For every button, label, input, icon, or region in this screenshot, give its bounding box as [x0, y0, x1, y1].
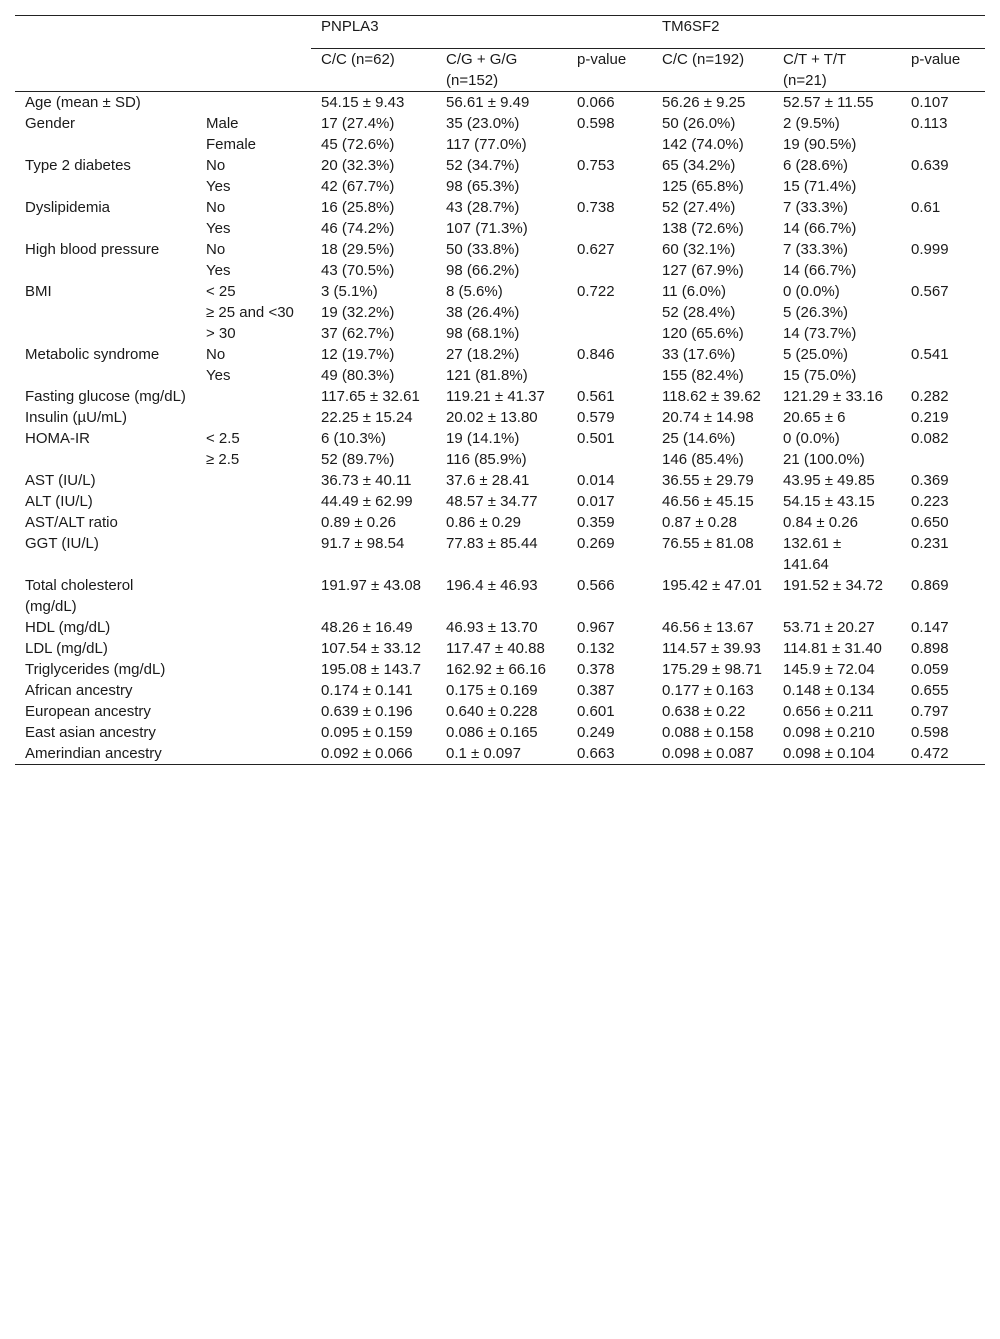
row-variable: GGT (IU/L) [25, 535, 99, 552]
table-cell: 0.846 [577, 346, 615, 363]
row-variable: HOMA-IR [25, 430, 90, 447]
table-row [15, 743, 985, 765]
table-cell: 36.73 ± 40.11 [321, 472, 412, 489]
table-row [15, 407, 985, 428]
table-cell: 191.97 ± 43.08 [321, 577, 421, 594]
row-category: No [206, 199, 226, 216]
table-cell: 37.6 ± 28.41 [446, 472, 530, 489]
table-cell: 0.147 [911, 619, 949, 636]
column-header: p-value [567, 49, 652, 92]
table-cell: 25 (14.6%) [662, 430, 736, 447]
table-cell: 0.174 ± 0.141 [321, 682, 413, 699]
table-cell: 0.639 [911, 157, 949, 174]
table-cell: 117 (77.0%) [446, 136, 527, 153]
table-cell: 19 (90.5%) [783, 136, 857, 153]
table-row [15, 239, 985, 260]
table-cell: 0.148 ± 0.134 [783, 682, 875, 699]
table-cell: 0.797 [911, 703, 949, 720]
row-variable [15, 134, 196, 155]
row-category [196, 722, 311, 743]
row-variable: Total cholesterol (mg/dL) [25, 577, 134, 615]
table-cell: 0.638 ± 0.22 [662, 703, 746, 720]
row-variable [15, 176, 196, 197]
table-cell: 0.359 [577, 514, 615, 531]
table-cell: 0.223 [911, 493, 949, 510]
table-cell: 119.21 ± 41.37 [446, 388, 545, 405]
table-cell: 0.066 [577, 94, 615, 111]
table-cell: 0.092 ± 0.066 [311, 743, 436, 765]
table-cell: 0.472 [901, 743, 985, 765]
table-cell: 54.15 ± 43.15 [783, 493, 875, 510]
table-cell: 21 (100.0%) [783, 451, 865, 468]
table-cell: 0.86 ± 0.29 [446, 514, 521, 531]
table-cell: 42 (67.7%) [321, 178, 395, 195]
table-cell [567, 260, 652, 281]
table-cell: 56.61 ± 9.49 [446, 94, 530, 111]
row-variable: Triglycerides (mg/dL) [25, 661, 166, 678]
genotype-comparison-table [15, 15, 985, 765]
table-cell [901, 302, 985, 323]
table-cell: 52.57 ± 11.55 [783, 94, 874, 111]
row-category: ≥ 25 and <30 [206, 304, 294, 321]
table-cell: 5 (26.3%) [783, 304, 849, 321]
row-variable [15, 260, 196, 281]
table-row [15, 302, 985, 323]
table-cell: 53.71 ± 20.27 [783, 619, 875, 636]
table-cell: 7 (33.3%) [783, 241, 849, 258]
table-cell: 0.098 ± 0.210 [783, 724, 875, 741]
table-cell: 195.08 ± 143.7 [321, 661, 421, 678]
table-cell: 162.92 ± 66.16 [446, 661, 546, 678]
table-row [15, 449, 985, 470]
row-category: Male [206, 115, 239, 132]
table-cell: 6 (28.6%) [783, 157, 849, 174]
table-cell: 0.566 [577, 577, 615, 594]
table-cell: 35 (23.0%) [446, 115, 520, 132]
table-cell: 114.57 ± 39.93 [662, 640, 761, 657]
table-row [15, 491, 985, 512]
table-cell: 0.086 ± 0.165 [446, 724, 538, 741]
table-cell: 0.967 [577, 619, 615, 636]
table-cell [901, 260, 985, 281]
table-row [15, 428, 985, 449]
row-category: Female [206, 136, 257, 153]
table-cell: 50 (33.8%) [446, 241, 520, 258]
row-variable: European ancestry [25, 703, 151, 720]
table-cell: 155 (82.4%) [662, 367, 744, 384]
table-row [15, 386, 985, 407]
table-row [15, 113, 985, 134]
column-header: C/T + T/T (n=21) [773, 49, 901, 92]
table-cell: 0.561 [577, 388, 615, 405]
table-cell: 15 (75.0%) [783, 367, 857, 384]
table-cell: 0.999 [911, 241, 949, 258]
table-cell: 0.601 [577, 703, 615, 720]
row-category: No [206, 346, 226, 363]
row-variable [15, 323, 196, 344]
row-category [196, 386, 311, 407]
table-cell: 0.89 ± 0.26 [321, 514, 396, 531]
row-variable: AST/ALT ratio [25, 514, 118, 531]
table-cell: 107 (71.3%) [446, 220, 528, 237]
table-cell: 0.640 ± 0.228 [446, 703, 538, 720]
column-header: p-value [901, 49, 985, 92]
table-cell: 125 (65.8%) [662, 178, 744, 195]
table-cell: 3 (5.1%) [321, 283, 378, 300]
table-row [15, 533, 985, 575]
table-cell: 0.627 [577, 241, 615, 258]
table-cell [901, 323, 985, 344]
row-variable: Insulin (µU/mL) [25, 409, 127, 426]
table-cell: 0.639 ± 0.196 [321, 703, 413, 720]
table-cell [901, 449, 985, 470]
table-cell: 65 (34.2%) [662, 157, 736, 174]
row-variable: HDL (mg/dL) [25, 619, 111, 636]
table-cell: 52 (28.4%) [662, 304, 736, 321]
table-cell: 0.898 [911, 640, 949, 657]
table-cell: 120 (65.6%) [662, 325, 744, 342]
table-cell: 0.656 ± 0.211 [783, 703, 874, 720]
table-cell: 16 (25.8%) [321, 199, 395, 216]
row-variable [15, 365, 196, 386]
table-cell: 14 (66.7%) [783, 220, 857, 237]
table-cell: 118.62 ± 39.62 [662, 388, 761, 405]
table-cell: 33 (17.6%) [662, 346, 736, 363]
table-cell: 0.650 [911, 514, 949, 531]
row-category: < 25 [206, 283, 236, 300]
table-cell: 52 (89.7%) [321, 451, 395, 468]
row-variable: Gender [25, 115, 76, 132]
row-variable: East asian ancestry [25, 724, 156, 741]
table-cell: 138 (72.6%) [662, 220, 744, 237]
table-cell: 98 (66.2%) [446, 262, 520, 279]
table-cell: 8 (5.6%) [446, 283, 503, 300]
table-cell: 46.93 ± 13.70 [446, 619, 538, 636]
table-cell [901, 134, 985, 155]
table-cell: 107.54 ± 33.12 [321, 640, 421, 657]
row-variable: Metabolic syndrome [25, 346, 160, 363]
table-cell: 117.47 ± 40.88 [446, 640, 545, 657]
table-cell: 56.26 ± 9.25 [662, 94, 746, 111]
table-cell: 44.49 ± 62.99 [321, 493, 413, 510]
table-cell: 127 (67.9%) [662, 262, 744, 279]
table-cell: 0.249 [577, 724, 615, 741]
row-variable: Dyslipidemia [25, 199, 111, 216]
column-header: C/C (n=62) [311, 49, 436, 92]
table-cell [901, 176, 985, 197]
table-cell: 0.282 [911, 388, 949, 405]
group-header-row [15, 16, 985, 49]
row-category: ≥ 2.5 [206, 451, 240, 468]
table-row [15, 176, 985, 197]
row-variable: ALT (IU/L) [25, 493, 93, 510]
table-cell: 6 (10.3%) [321, 430, 387, 447]
row-category [196, 680, 311, 701]
table-cell: 15 (71.4%) [783, 178, 857, 195]
row-variable [15, 449, 196, 470]
table-cell: 48.26 ± 16.49 [321, 619, 413, 636]
table-cell: 54.15 ± 9.43 [321, 94, 405, 111]
table-cell: 116 (85.9%) [446, 451, 527, 468]
table-row [15, 260, 985, 281]
table-cell [901, 218, 985, 239]
row-category [196, 92, 311, 114]
table-cell: 195.42 ± 47.01 [662, 577, 762, 594]
table-cell: 0.175 ± 0.169 [446, 682, 538, 699]
table-cell: 132.61 ± 141.64 [783, 535, 842, 573]
table-cell: 0.598 [911, 724, 949, 741]
table-row [15, 281, 985, 302]
table-cell: 146 (85.4%) [662, 451, 744, 468]
row-variable: LDL (mg/dL) [25, 640, 108, 657]
row-variable: Amerindian ancestry [15, 743, 196, 765]
table-cell: 50 (26.0%) [662, 115, 736, 132]
table-cell: 145.9 ± 72.04 [783, 661, 875, 678]
table-cell: 11 (6.0%) [662, 283, 726, 300]
table-row [15, 344, 985, 365]
table-cell: 46.56 ± 45.15 [662, 493, 754, 510]
table-cell: 0.663 [567, 743, 652, 765]
table-row [15, 155, 985, 176]
table-row [15, 659, 985, 680]
table-cell: 0.655 [911, 682, 949, 699]
table-cell: 175.29 ± 98.71 [662, 661, 762, 678]
table-cell: 0.088 ± 0.158 [662, 724, 754, 741]
row-variable: Age (mean ± SD) [25, 94, 141, 111]
table-cell: 43 (28.7%) [446, 199, 520, 216]
row-variable: AST (IU/L) [25, 472, 96, 489]
table-cell [567, 176, 652, 197]
table-cell: 0.378 [577, 661, 615, 678]
table-cell: 52 (34.7%) [446, 157, 520, 174]
table-cell [567, 449, 652, 470]
row-variable: Type 2 diabetes [25, 157, 131, 174]
table-cell: 0.059 [911, 661, 949, 678]
table-row [15, 701, 985, 722]
table-cell: 37 (62.7%) [321, 325, 395, 342]
table-cell: 49 (80.3%) [321, 367, 395, 384]
table-cell: 0.107 [911, 94, 949, 111]
table-cell: 0.387 [577, 682, 615, 699]
row-category [196, 491, 311, 512]
row-variable: High blood pressure [25, 241, 160, 258]
row-category: Yes [206, 262, 231, 279]
table-row [15, 92, 985, 114]
table-cell: 18 (29.5%) [321, 241, 395, 258]
row-variable [15, 218, 196, 239]
table-cell: 22.25 ± 15.24 [321, 409, 413, 426]
table-cell: 0.738 [577, 199, 615, 216]
table-cell: 0.869 [911, 577, 949, 594]
table-cell [567, 134, 652, 155]
row-category [196, 575, 311, 617]
table-cell: 20 (32.3%) [321, 157, 395, 174]
table-cell: 121.29 ± 33.16 [783, 388, 883, 405]
table-row [15, 134, 985, 155]
table-cell: 0.231 [911, 535, 949, 552]
table-cell: 52 (27.4%) [662, 199, 736, 216]
table-cell: 5 (25.0%) [783, 346, 849, 363]
table-cell: 0.722 [577, 283, 615, 300]
row-category: Yes [206, 220, 231, 237]
table-cell: 38 (26.4%) [446, 304, 520, 321]
row-variable: BMI [25, 283, 52, 300]
row-category: > 30 [206, 325, 236, 342]
table-cell: 0.082 [911, 430, 949, 447]
table-cell: 43 (70.5%) [321, 262, 395, 279]
table-cell: 0.098 ± 0.087 [652, 743, 773, 765]
table-cell: 114.81 ± 31.40 [783, 640, 882, 657]
table-cell: 0.177 ± 0.163 [662, 682, 754, 699]
table-cell: 7 (33.3%) [783, 199, 849, 216]
table-cell: 27 (18.2%) [446, 346, 520, 363]
header-spacer [15, 49, 311, 92]
table-row [15, 197, 985, 218]
row-variable: Fasting glucose (mg/dL) [25, 388, 186, 405]
table-row [15, 680, 985, 701]
column-header: C/G + G/G (n=152) [436, 49, 567, 92]
row-category: Yes [206, 367, 231, 384]
table-cell: 20.65 ± 6 [783, 409, 846, 426]
table-cell: 98 (65.3%) [446, 178, 520, 195]
table-cell: 20.74 ± 14.98 [662, 409, 754, 426]
row-category [196, 470, 311, 491]
table-cell: 36.55 ± 29.79 [662, 472, 754, 489]
row-category [196, 512, 311, 533]
table-cell: 46 (74.2%) [321, 220, 395, 237]
table-cell: 0 (0.0%) [783, 283, 840, 300]
table-cell [901, 365, 985, 386]
table-cell: 19 (32.2%) [321, 304, 395, 321]
row-category: No [206, 241, 226, 258]
table-cell: 121 (81.8%) [446, 367, 528, 384]
table-cell: 19 (14.1%) [446, 430, 520, 447]
row-category [196, 617, 311, 638]
row-category: No [206, 157, 226, 174]
table-cell: 117.65 ± 32.61 [321, 388, 420, 405]
row-variable: African ancestry [25, 682, 133, 699]
table-row [15, 512, 985, 533]
table-cell: 0.132 [577, 640, 615, 657]
table-row [15, 617, 985, 638]
table-cell: 196.4 ± 46.93 [446, 577, 538, 594]
table-cell: 14 (73.7%) [783, 325, 857, 342]
group-header-tm6sf2: TM6SF2 [652, 16, 985, 49]
table-cell: 12 (19.7%) [321, 346, 395, 363]
table-row [15, 470, 985, 491]
table-cell: 142 (74.0%) [662, 136, 744, 153]
table-cell: 0.541 [911, 346, 949, 363]
table-cell: 0.598 [577, 115, 615, 132]
table-cell: 76.55 ± 81.08 [662, 535, 754, 552]
row-category [196, 659, 311, 680]
table-cell: 91.7 ± 98.54 [321, 535, 405, 552]
row-category [196, 743, 311, 765]
row-category [196, 638, 311, 659]
table-cell [567, 302, 652, 323]
table-cell: 14 (66.7%) [783, 262, 857, 279]
table-cell: 77.83 ± 85.44 [446, 535, 538, 552]
table-cell: 98 (68.1%) [446, 325, 520, 342]
column-header: C/C (n=192) [652, 49, 773, 92]
table-cell: 2 (9.5%) [783, 115, 840, 132]
table-cell: 20.02 ± 13.80 [446, 409, 538, 426]
table-cell: 191.52 ± 34.72 [783, 577, 883, 594]
column-header-row [15, 49, 985, 92]
table-cell: 0.098 ± 0.104 [773, 743, 901, 765]
table-row [15, 722, 985, 743]
group-header-pnpla3: PNPLA3 [311, 16, 652, 49]
table-cell: 0.1 ± 0.097 [436, 743, 567, 765]
header-spacer [15, 16, 311, 49]
table-cell: 0.84 ± 0.26 [783, 514, 858, 531]
table-row [15, 575, 985, 617]
table-row [15, 365, 985, 386]
row-category [196, 407, 311, 428]
table-cell: 0.501 [577, 430, 615, 447]
table-cell [567, 365, 652, 386]
table-row [15, 323, 985, 344]
table-row [15, 218, 985, 239]
table-cell: 0.579 [577, 409, 615, 426]
row-category: < 2.5 [206, 430, 240, 447]
table-cell: 0.014 [577, 472, 615, 489]
table-cell: 17 (27.4%) [321, 115, 395, 132]
table-cell: 46.56 ± 13.67 [662, 619, 754, 636]
table-cell: 0.567 [911, 283, 949, 300]
table-cell: 0.095 ± 0.159 [321, 724, 413, 741]
row-category: Yes [206, 178, 231, 195]
row-variable [15, 302, 196, 323]
table-cell: 0.369 [911, 472, 949, 489]
table-cell: 0.113 [911, 115, 948, 132]
table-cell: 43.95 ± 49.85 [783, 472, 875, 489]
table-cell [567, 218, 652, 239]
table-cell: 0.87 ± 0.28 [662, 514, 737, 531]
table-body [15, 92, 985, 765]
table-cell: 0.017 [577, 493, 615, 510]
table-cell: 48.57 ± 34.77 [446, 493, 538, 510]
row-category [196, 533, 311, 575]
row-category [196, 701, 311, 722]
table-cell: 60 (32.1%) [662, 241, 736, 258]
table-cell: 0.269 [577, 535, 615, 552]
table-cell [567, 323, 652, 344]
table-cell: 0.753 [577, 157, 615, 174]
table-cell: 0.219 [911, 409, 949, 426]
table-cell: 45 (72.6%) [321, 136, 395, 153]
table-row [15, 638, 985, 659]
table-cell: 0 (0.0%) [783, 430, 840, 447]
table-cell: 0.61 [911, 199, 941, 216]
